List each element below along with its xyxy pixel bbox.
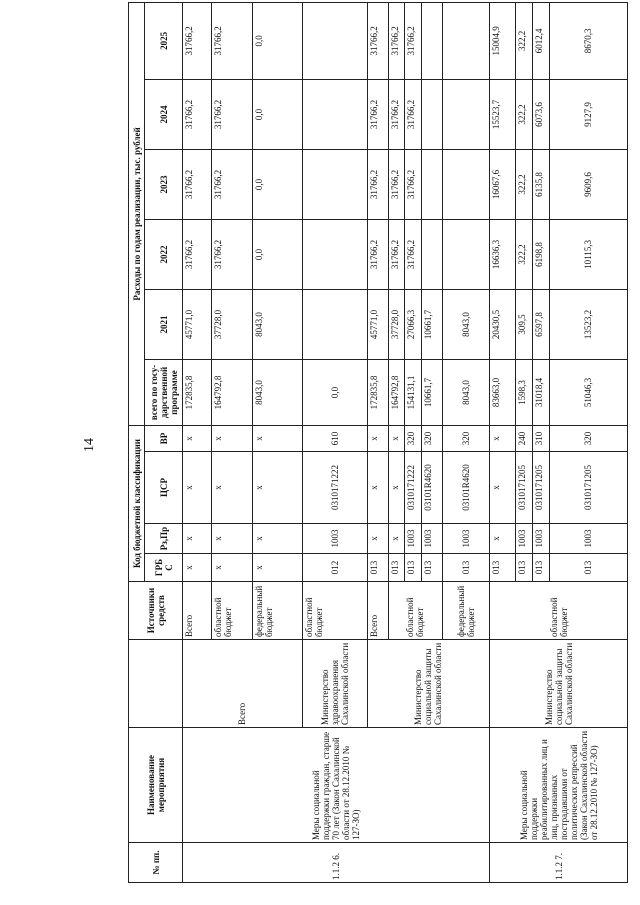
year-cell: 45771,0	[183, 289, 212, 359]
year-cell: 8670,3	[549, 2, 627, 79]
table-row	[183, 2, 212, 882]
rzpr-cell: х	[211, 524, 253, 554]
vr-cell: х	[367, 425, 388, 451]
csr-cell: 0310171222	[405, 452, 422, 524]
csr-cell: 03101R4620	[443, 452, 490, 524]
item-number: 1.1.2 6.	[183, 843, 490, 883]
year-cell	[422, 219, 443, 289]
csr-cell: х	[253, 452, 302, 524]
year-cell: 31766,2	[388, 219, 405, 289]
year-cell: 9127,9	[549, 79, 627, 149]
header-year: 2023	[145, 149, 183, 219]
year-cell: 31766,2	[367, 149, 388, 219]
year-cell: 31766,2	[388, 149, 405, 219]
rzpr-cell: 1003	[516, 524, 533, 554]
year-cell: 31766,2	[405, 149, 422, 219]
year-cell	[302, 219, 367, 289]
year-cell: 322,2	[516, 79, 533, 149]
csr-cell: х	[183, 452, 212, 524]
rzpr-cell: 1003	[549, 524, 627, 554]
header-num: № пп.	[129, 843, 183, 883]
source-cell: областной бюджет	[490, 582, 628, 640]
year-cell	[422, 149, 443, 219]
year-cell: 31766,2	[211, 149, 253, 219]
year-cell: 322,2	[516, 2, 533, 79]
year-cell	[443, 79, 490, 149]
year-cell	[422, 2, 443, 79]
year-cell: 309,5	[516, 289, 533, 359]
table-row	[490, 2, 516, 882]
year-cell: 6073,6	[532, 79, 549, 149]
vr-cell: 320	[443, 425, 490, 451]
year-cell: 20430,5	[490, 289, 516, 359]
vr-cell: х	[183, 425, 212, 451]
vr-cell: х	[490, 425, 516, 451]
year-cell: 31766,2	[183, 79, 212, 149]
grbs-cell: 013	[388, 554, 405, 582]
year-cell: 8043,0	[253, 289, 302, 359]
rzpr-cell: х	[253, 524, 302, 554]
year-cell: 31766,2	[388, 2, 405, 79]
year-cell: 31766,2	[405, 2, 422, 79]
year-cell	[302, 79, 367, 149]
total-cell: 172835,8	[367, 359, 388, 425]
item-name: Меры социальной поддержки граждан, старше 70 лет (Закон Сахалинской области от 28.12.2010 № 127-ЗО)	[183, 728, 490, 843]
csr-cell: х	[367, 452, 388, 524]
year-cell	[302, 289, 367, 359]
header-rzpr: Рз,Пр	[145, 524, 183, 554]
grbs-cell: 012	[302, 554, 367, 582]
source-cell: областной бюджет	[211, 582, 253, 640]
vr-cell: 610	[302, 425, 367, 451]
year-cell: 13523,2	[549, 289, 627, 359]
year-cell: 31766,2	[367, 219, 388, 289]
grbs-cell: 013	[532, 554, 549, 582]
csr-cell: 0310171205	[516, 452, 533, 524]
year-cell: 6012,4	[532, 2, 549, 79]
year-cell: 37728,0	[388, 289, 405, 359]
year-cell	[302, 2, 367, 79]
year-cell: 6198,8	[532, 219, 549, 289]
source-cell: Всего	[183, 582, 212, 640]
source-cell: Всего	[367, 582, 388, 640]
year-cell: 31766,2	[405, 79, 422, 149]
total-cell: 31018,4	[532, 359, 549, 425]
csr-cell: 0310171222	[302, 452, 367, 524]
vr-cell: х	[211, 425, 253, 451]
year-cell: 31766,2	[211, 219, 253, 289]
rzpr-cell: х	[490, 524, 516, 554]
year-cell: 37728,0	[211, 289, 253, 359]
year-cell: 31766,2	[367, 79, 388, 149]
csr-cell: 0310171205	[549, 452, 627, 524]
source-cell: федеральный бюджет	[253, 582, 302, 640]
total-cell: 164792,8	[211, 359, 253, 425]
header-source: Источники средств	[129, 582, 183, 640]
vr-cell: 320	[405, 425, 422, 451]
header-year: 2022	[145, 219, 183, 289]
grbs-cell: х	[253, 554, 302, 582]
source-cell: областной бюджет	[302, 582, 367, 640]
rzpr-cell: 1003	[422, 524, 443, 554]
grbs-cell: 013	[443, 554, 490, 582]
year-cell	[422, 79, 443, 149]
csr-cell: 03101R4620	[422, 452, 443, 524]
year-cell: 15523,7	[490, 79, 516, 149]
header-total-program: всего по госу-дарственной программе	[145, 359, 183, 425]
csr-cell: х	[388, 452, 405, 524]
header-year: 2024	[145, 79, 183, 149]
rzpr-cell: х	[388, 524, 405, 554]
total-cell: 10661,7	[422, 359, 443, 425]
vr-cell: 240	[516, 425, 533, 451]
year-cell: 6135,8	[532, 149, 549, 219]
year-cell	[443, 2, 490, 79]
rzpr-cell: 1003	[405, 524, 422, 554]
year-cell: 9609,6	[549, 149, 627, 219]
year-cell: 31766,2	[367, 2, 388, 79]
source-cell: федеральный бюджет	[443, 582, 490, 640]
vr-cell: 310	[532, 425, 549, 451]
year-cell: 31766,2	[183, 219, 212, 289]
total-cell: 154131,1	[405, 359, 422, 425]
year-cell: 6597,8	[532, 289, 549, 359]
year-cell: 31766,2	[405, 219, 422, 289]
grbs-cell: х	[183, 554, 212, 582]
vr-cell: 320	[549, 425, 627, 451]
grbs-cell: 013	[516, 554, 533, 582]
header-grbs: ГРБ С	[145, 554, 183, 582]
year-cell: 10661,7	[422, 289, 443, 359]
header-expenses: Расходы по годам реализации, тыс. рублей	[129, 2, 145, 425]
total-cell: 1598,3	[516, 359, 533, 425]
csr-cell: х	[211, 452, 253, 524]
grbs-cell: 013	[422, 554, 443, 582]
total-cell: 83663,0	[490, 359, 516, 425]
vr-cell: 320	[422, 425, 443, 451]
page-number: 14	[82, 438, 97, 452]
total-cell: 0,0	[302, 359, 367, 425]
rzpr-cell: х	[183, 524, 212, 554]
budget-table	[128, 2, 628, 883]
year-cell: 322,2	[516, 219, 533, 289]
year-cell: 0,0	[253, 2, 302, 79]
year-cell: 16067,6	[490, 149, 516, 219]
year-cell: 0,0	[253, 219, 302, 289]
rotated-table-wrapper	[128, 3, 628, 883]
total-cell: 172835,8	[183, 359, 212, 425]
executor-health: Министерство здравоохранения Сахалинской области	[302, 640, 367, 728]
year-cell: 31766,2	[183, 149, 212, 219]
executor-social: Министерство социальной защиты Сахалинской области	[490, 640, 628, 728]
executor-total: Всего	[183, 640, 303, 728]
header-budget-code: Код бюджетной классификации	[129, 425, 145, 581]
year-cell: 322,2	[516, 149, 533, 219]
csr-cell: 0310171205	[532, 452, 549, 524]
year-cell: 8043,0	[443, 289, 490, 359]
grbs-cell: 013	[405, 554, 422, 582]
rzpr-cell: 1003	[443, 524, 490, 554]
header-year: 2021	[145, 289, 183, 359]
total-cell: 8043,0	[443, 359, 490, 425]
year-cell: 10115,3	[549, 219, 627, 289]
year-cell: 31766,2	[211, 2, 253, 79]
year-cell: 31766,2	[388, 79, 405, 149]
year-cell: 0,0	[253, 79, 302, 149]
year-cell: 15004,9	[490, 2, 516, 79]
item-name: Меры социальной поддержки реабилитированных лиц и лиц, признанных пострадавшими от политических репрессий (Закон Сахалинской области от 28.12.2010 № 127-ЗО)	[490, 728, 628, 843]
item-number: 1.1.2 7.	[490, 843, 628, 883]
vr-cell: х	[388, 425, 405, 451]
source-cell: областной бюджет	[388, 582, 443, 640]
header-name: Наименование мероприятия	[129, 728, 183, 843]
rzpr-cell: 1003	[302, 524, 367, 554]
executor-social: Министерство социальной защиты Сахалинской области	[367, 640, 489, 728]
rzpr-cell: 1003	[532, 524, 549, 554]
grbs-cell: 013	[549, 554, 627, 582]
grbs-cell: 013	[367, 554, 388, 582]
year-cell: 27066,3	[405, 289, 422, 359]
csr-cell: х	[490, 452, 516, 524]
header-year: 2025	[145, 2, 183, 79]
year-cell	[302, 149, 367, 219]
year-cell	[443, 219, 490, 289]
year-cell: 31766,2	[183, 2, 212, 79]
grbs-cell: х	[211, 554, 253, 582]
year-cell: 16636,3	[490, 219, 516, 289]
vr-cell: х	[253, 425, 302, 451]
grbs-cell: 013	[490, 554, 516, 582]
year-cell: 31766,2	[211, 79, 253, 149]
header-executor	[129, 640, 183, 728]
header-csr: ЦСР	[145, 452, 183, 524]
total-cell: 51046,3	[549, 359, 627, 425]
rzpr-cell: х	[367, 524, 388, 554]
total-cell: 164792,8	[388, 359, 405, 425]
total-cell: 8043,0	[253, 359, 302, 425]
year-cell	[443, 149, 490, 219]
year-cell: 0,0	[253, 149, 302, 219]
year-cell: 45771,0	[367, 289, 388, 359]
header-vr: ВР	[145, 425, 183, 451]
